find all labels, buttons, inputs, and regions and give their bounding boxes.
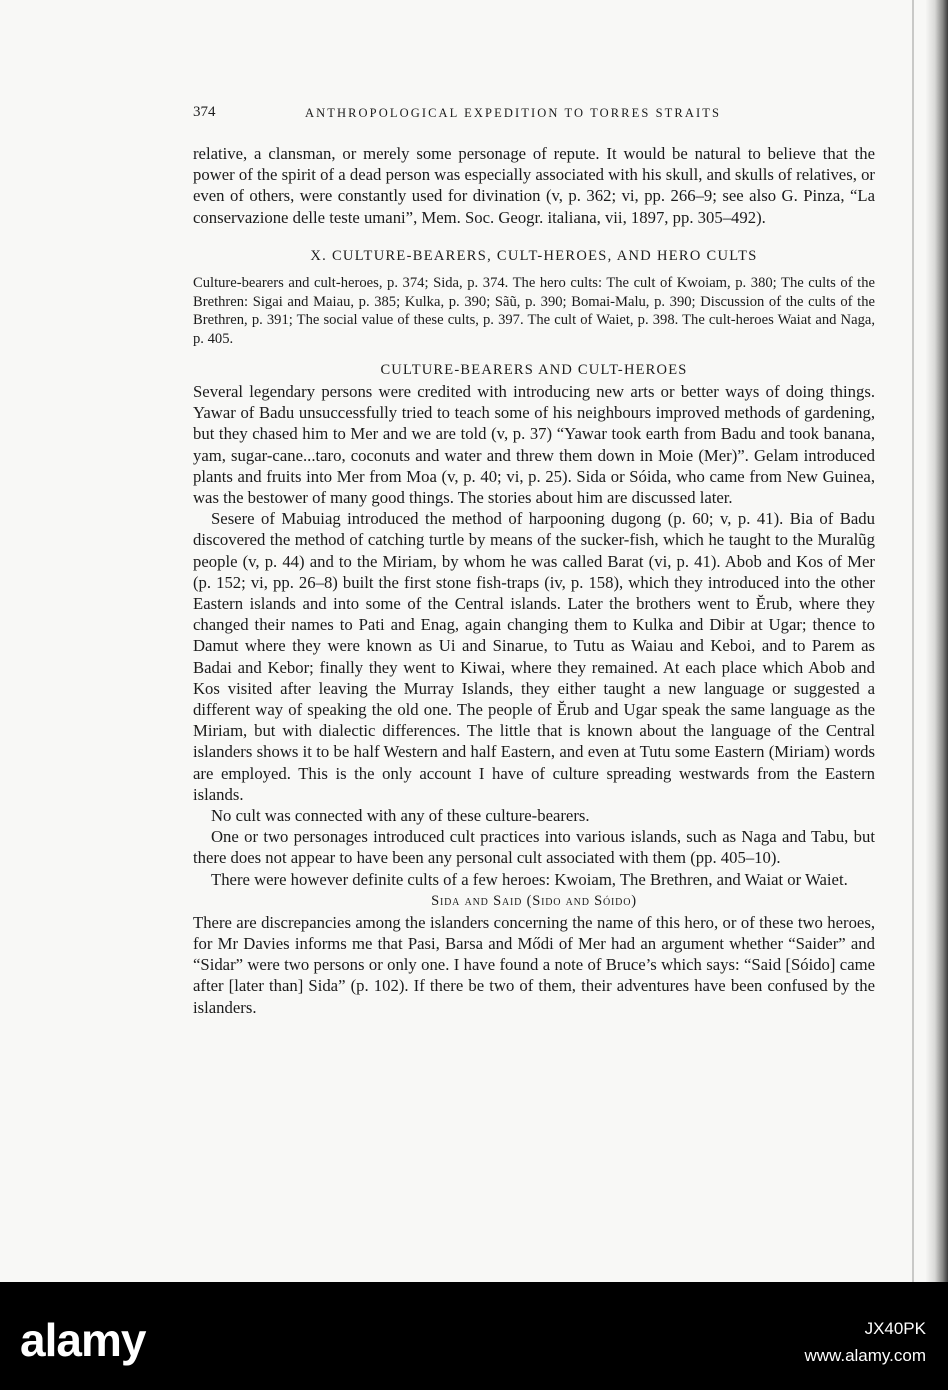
paragraph: There were however definite cults of a few heroes: Kwoiam, The Brethren, and Waiat or Waiet.	[211, 869, 848, 889]
page-body	[193, 143, 875, 1018]
page-edge-shadow	[926, 0, 948, 1282]
running-title: ANTHROPOLOGICAL EXPEDITION TO TORRES STRAITS	[305, 106, 722, 120]
page-number: 374	[193, 104, 216, 120]
paragraph: Several legendary persons were credited with introducing new arts or better ways of doing things. Yawar of Badu unsuccessfully tried to teach some of his neighbours improved methods of gardening, but they chased him to Mer and we are told (v, p. 37) “Yawar took earth from Badu and took banana, yam, sugar-cane...taro, coconuts and water and threw them down in Moie (Mer)”. Gelam introduced plants and fruits into Mer from Moa (v, p. 40; vi, p. 25). Sida or Sóida, who came from New Guinea, was the bestower of many good things. The stories about him are discussed later.	[193, 382, 875, 508]
image-id: JX40PK	[864, 1319, 926, 1338]
subsection-heading: CULTURE-BEARERS AND CULT-HEROES	[380, 362, 688, 378]
section-synopsis: Culture-bearers and cult-heroes, p. 374; Sida, p. 374. The hero cults: The cult of Kwoiam, p. 380; The cults of the Brethren: Sigai and Maiau, p. 385; Kulka, p. 390; Sãũ, p. 390; Bomai-Malu, p. 390; Discussion of the cults of the Brethren, p. 391; The social value of these cults, p. 397. The cult of Waiet, p. 398. The cult-heroes Waiat and Naga, p. 405.	[193, 274, 875, 348]
sida-heading: Sida and Said (Sido and Sóido)	[431, 892, 637, 909]
paragraph: No cult was connected with any of these culture-bearers.	[211, 806, 590, 826]
page-header	[193, 104, 875, 126]
opening-paragraph: relative, a clansman, or merely some personage of repute. It would be natural to believe that the power of the spirit of a dead person was especially associated with his skull, and skulls of relatives, or even of others, were constantly used for divination (v, p. 362; vi, pp. 266–9; see also G. Pinza, “La conservazione delle teste umani”, Mem. Soc. Geogr. italiana, vii, 1897, pp. 305–492).	[193, 144, 875, 227]
section-heading: X. CULTURE-BEARERS, CULT-HEROES, AND HERO CULTS	[310, 247, 758, 264]
final-paragraph: There are discrepancies among the islanders concerning the name of this hero, or of these two heroes, for Mr Davies informs me that Pasi, Barsa and Mődi of Mer had an argument whether “Saider” and “Sidar” were two persons or only one. I have found a note of Bruce’s which says: “Said [Sóido] came after [later than] Sida” (p. 102). If there be two of them, their adventures have been confused by the islanders.	[193, 912, 875, 1017]
alamy-logo: alamy	[20, 1314, 146, 1366]
binding-line	[912, 0, 914, 1282]
site-url: www.alamy.com	[804, 1346, 926, 1365]
paragraph: One or two personages introduced cult practices into various islands, such as Naga and Tabu, but there does not appear to have been any personal cult associated with them (pp. 405–10).	[193, 827, 875, 868]
paragraph: Sesere of Mabuiag introduced the method of harpooning dugong (p. 60; v, p. 41). Bia of Badu discovered the method of catching turtle by means of the sucker-fish, which he taught to the Muralũg people (v, p. 44) and to the Miriam, by whom he was called Barat (vi, p. 41). Abob and Kos of Mer (p. 152; vi, pp. 26–8) built the first stone fish-traps (iv, p. 158), which they introduced into the other Eastern islands and into some of the Central islands. Later the brothers went to Ĕrub, where they changed their names to Pati and Enag, again changing them to Kulka and Dibir at Ugar; thence to Damut where they were known as Ui and Sinarue, to Tutu as Waiau and Keboi, and to Parem as Badai and Kebor; finally they went to Kiwai, where they remained. At each place which Abob and Kos visited after leaving the Murray Islands, they either taught a new language or suggested a different way of speaking the old one. The people of Ĕrub and Ugar speak the same language as the Miriam, but with dialectic differences. The little that is known about the language of the Central islanders shows it to be half Western and half Eastern, and even at Tutu some Eastern (Miriam) words are employed. This is the only account I have of culture spreading westwards from the Eastern islands.	[193, 509, 875, 804]
